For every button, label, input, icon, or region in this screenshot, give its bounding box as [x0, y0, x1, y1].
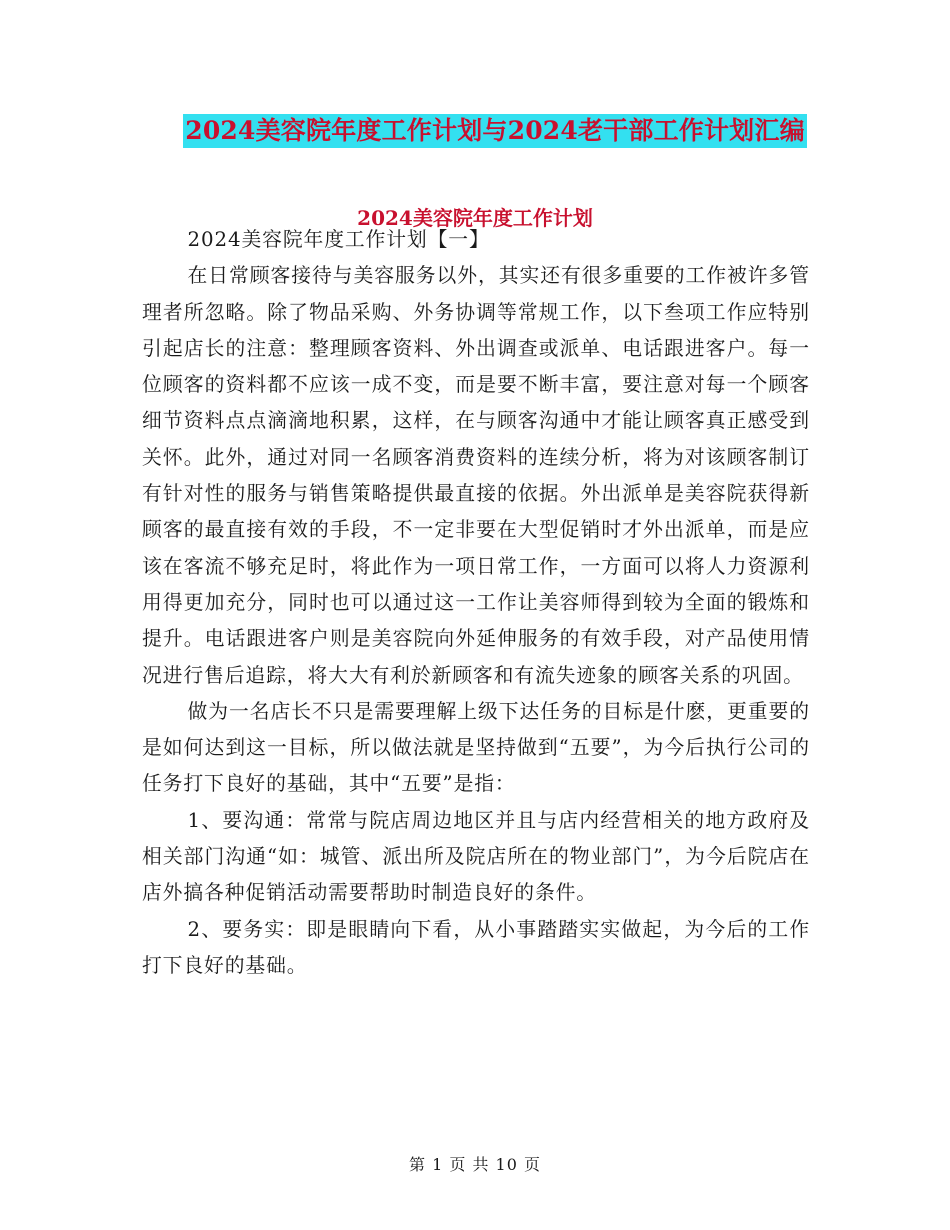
document-body [142, 222, 810, 984]
paragraph: 1、要沟通：常常与院店周边地区并且与店内经营相关的地方政府及相关部门沟通“如：城管、派出所及院店所在的物业部门”，为今后院店在店外搞各种促销活动需要帮助时制造良好的条件。 [142, 808, 810, 905]
paragraph: 在日常顾客接待与美容服务以外，其实还有很多重要的工作被许多管理者所忽略。除了物品采购、外务协调等常规工作，以下叁项工作应特别引起店长的注意：整理顾客资料、外出调查或派单、电话跟进客户。每一位顾客的资料都不应该一成不变，而是要不断丰富，要注意对每一个顾客细节资料点点滴滴地积累，这样，在与顾客沟通中才能让顾客真正感受到关怀。此外，通过对同一名顾客消费资料的连续分析，将为对该顾客制订有针对性的服务与销售策略提供最直接的依据。外出派单是美容院获得新顾客的最直接有效的手段，不一定非要在大型促销时才外出派单，而是应该在客流不够充足时，将此作为一项日常工作，一方面可以将人力资源利用得更加充分，同时也可以通过这一工作让美容师得到较为全面的锻炼和提升。电话跟进客户则是美容院向外延伸服务的有效手段，对产品使用情况进行售后追踪，将大大有利於新顾客和有流失迹象的顾客关系的巩固。 [142, 264, 810, 687]
section-title: 2024美容院年度工作计划 [357, 206, 593, 230]
paragraph-subheading: 2024美容院年度工作计划【一】 [187, 228, 490, 251]
paragraph: 做为一名店长不只是需要理解上级下达任务的目标是什麽，更重要的是如何达到这一目标，所以做法就是坚持做到“五要”，为今后执行公司的任务打下良好的基础，其中“五要”是指： [142, 699, 810, 796]
document-title-wrap [0, 114, 950, 148]
page-footer: 第 1 页 共 10 页 [409, 1155, 541, 1174]
document-title: 2024美容院年度工作计划与2024老干部工作计划汇编 [183, 114, 807, 148]
paragraph: 2、要务实：即是眼睛向下看，从小事踏踏实实做起，为今后的工作打下良好的基础。 [142, 917, 810, 977]
